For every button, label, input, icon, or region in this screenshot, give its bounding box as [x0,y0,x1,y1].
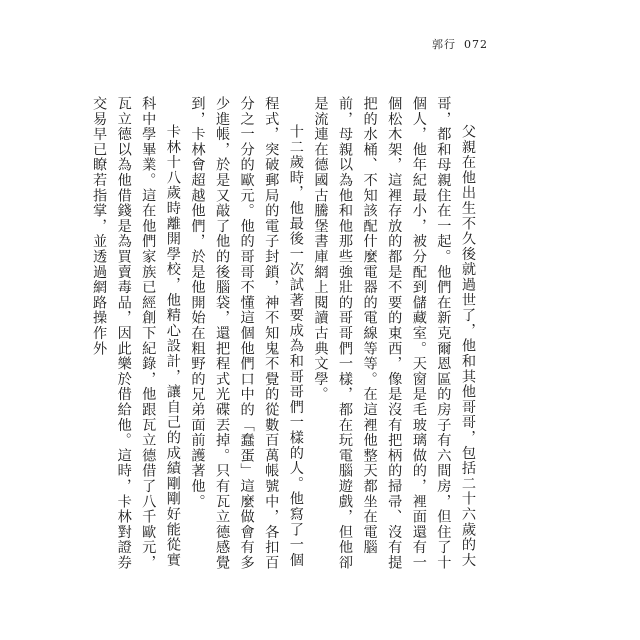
page-number: 072 [464,38,488,51]
chapter-title: 郭行 [432,38,456,51]
paragraph-3: 卡林十八歲時離開學校，他精心設計，讓自己的成績剛剛好能從實科中學畢業。這在他們家族已經創下紀錄，他跟瓦立德借了八千歐元，瓦立德以為他借錢是為買賣毒品，因此樂於借給他。這時，卡林對證券交易早已瞭若指掌，並透過網路操作外 [91,96,181,571]
paragraph-2: 十二歲時，他最後一次試著要成為和哥哥們一樣的人。他寫了一個程式，突破郵局的電子封鎖，神不知鬼不覺的從數百萬帳號中，各扣百分之一分的歐元。他的哥哥不懂這個他們口中的「蠢蛋」這麼做會有多少進帳，於是又敲了他的後腦袋，還把程式光碟丟掉。只有瓦立德感覺到，卡林會超越他們，於是他開始在粗野的兄弟面前護著他。 [189,96,304,571]
running-header [432,36,488,52]
vertical-body-text [91,96,480,574]
paragraph-1: 父親在他出生不久後就過世了，他和其他哥哥，包括二十六歲的大哥，都和母親住在一起。他們在新克爾恩區的房子有六間房，但住了十個人，他年紀最小，被分配到儲藏室。天窗是毛玻璃做的，裡面還有一個松木架，這裡存放的都是不要的東西，像是沒有把柄的掃帚、沒有提把的水桶、不知該配什麼電器的電線等等。在這裡他整天都坐在電腦前，母親以為他和他那些強壯的哥哥們一樣，都在玩電腦遊戲，但他卻是流連在德國古騰堡書庫網上閱讀古典文學。 [312,96,476,571]
